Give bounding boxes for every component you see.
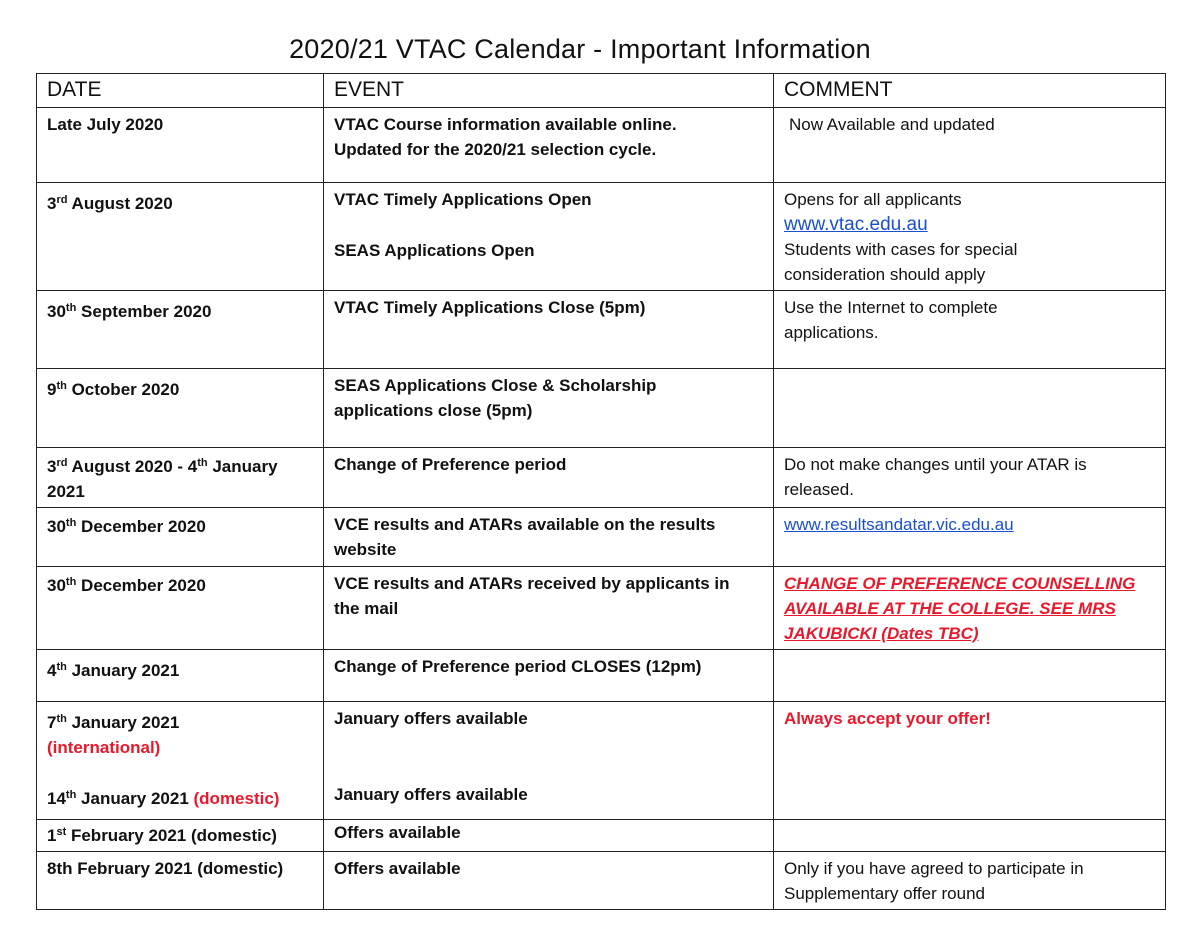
- date-cell: Late July 2020: [37, 108, 324, 183]
- comment-cell: Opens for all applicants www.vtac.edu.au Students with cases for special consideration should apply: [774, 183, 1166, 291]
- header-event: EVENT: [324, 74, 774, 108]
- counselling-notice: CHANGE OF PREFERENCE COUNSELLING: [784, 574, 1136, 593]
- header-date: DATE: [37, 74, 324, 108]
- event-cell: VTAC Timely Applications Close (5pm): [324, 291, 774, 369]
- comment-cell: Now Available and updated: [774, 108, 1166, 183]
- table-row: [37, 291, 1166, 369]
- date-cell: 3rd August 2020: [37, 183, 324, 291]
- table-row: [37, 108, 1166, 183]
- page-title: 2020/21 VTAC Calendar - Important Information: [289, 34, 871, 64]
- table-row: [37, 508, 1166, 567]
- comment-cell: [774, 369, 1166, 448]
- table-row: [37, 852, 1166, 910]
- comment-cell: [774, 508, 1166, 567]
- event-cell: VCE results and ATARs received by applicants in the mail: [324, 567, 774, 650]
- date-cell: 30th September 2020: [37, 291, 324, 369]
- comment-cell: CHANGE OF PREFERENCE COUNSELLING AVAILABLE AT THE COLLEGE. SEE MRS JAKUBICKI (Dates TBC): [774, 567, 1166, 650]
- event-cell: Offers available: [324, 852, 774, 910]
- table-row: [37, 650, 1166, 702]
- results-link[interactable]: www.resultsandatar.vic.edu.au: [784, 515, 1014, 534]
- comment-cell: Use the Internet to complete applications.: [774, 291, 1166, 369]
- table-row: [37, 448, 1166, 508]
- date-cell: 9th October 2020: [37, 369, 324, 448]
- event-cell: Change of Preference period CLOSES (12pm): [324, 650, 774, 702]
- vtac-link[interactable]: www.vtac.edu.au: [784, 214, 928, 235]
- comment-cell: Only if you have agreed to participate in Supplementary offer round: [774, 852, 1166, 910]
- date-cell: 7th January 2021 (international) 14th January 2021 (domestic): [37, 702, 324, 820]
- event-cell: SEAS Applications Close & Scholarship applications close (5pm): [324, 369, 774, 448]
- event-cell: Change of Preference period: [324, 448, 774, 508]
- comment-cell: [774, 650, 1166, 702]
- accept-offer-notice: Always accept your offer!: [784, 709, 991, 728]
- event-cell: Offers available: [324, 820, 774, 852]
- date-cell: 30th December 2020: [37, 508, 324, 567]
- comment-cell: [774, 820, 1166, 852]
- event-cell: VTAC Course information available online. Updated for the 2020/21 selection cycle.: [324, 108, 774, 183]
- event-cell: January offers available January offers available: [324, 702, 774, 820]
- comment-cell: [774, 702, 1166, 820]
- table-row: [37, 369, 1166, 448]
- event-cell: VTAC Timely Applications Open SEAS Applications Open: [324, 183, 774, 291]
- calendar-table: [36, 73, 1166, 910]
- table-row: [37, 183, 1166, 291]
- event-cell: VCE results and ATARs available on the results website: [324, 508, 774, 567]
- comment-cell: Do not make changes until your ATAR is released.: [774, 448, 1166, 508]
- table-header-row: [37, 74, 1166, 108]
- table-row: [37, 702, 1166, 820]
- table-row: [37, 567, 1166, 650]
- date-cell: 3rd August 2020 - 4th January 2021: [37, 448, 324, 508]
- date-cell: 30th December 2020: [37, 567, 324, 650]
- date-cell: 4th January 2021: [37, 650, 324, 702]
- table-row: [37, 820, 1166, 852]
- date-cell: 1st February 2021 (domestic): [37, 820, 324, 852]
- date-cell: 8th February 2021 (domestic): [37, 852, 324, 910]
- header-comment: COMMENT: [774, 74, 1166, 108]
